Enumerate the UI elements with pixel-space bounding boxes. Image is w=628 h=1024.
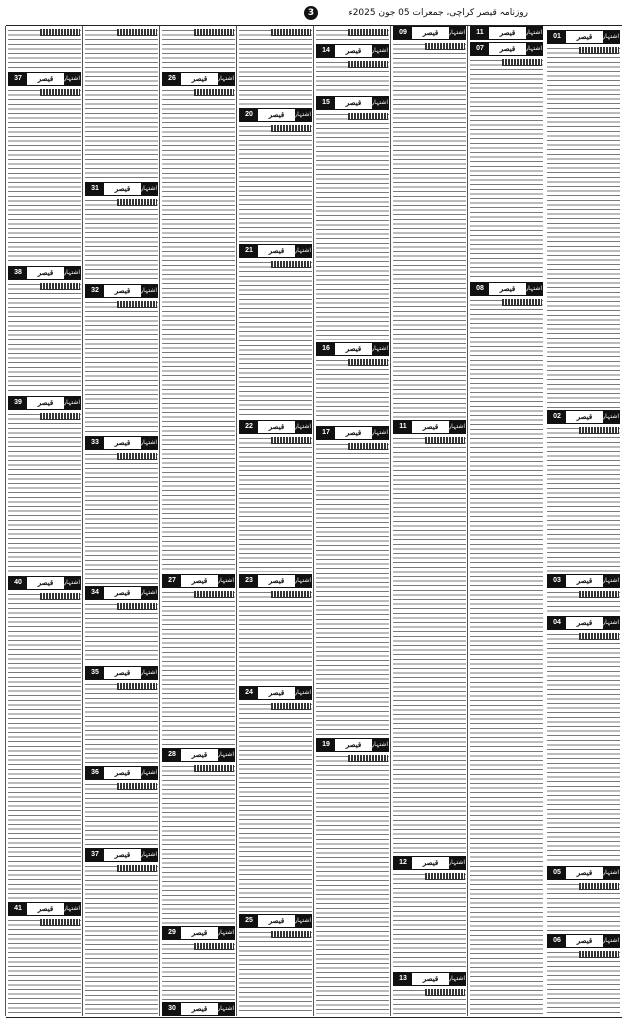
text-block: [316, 112, 389, 340]
notice-logo: اشتہار: [295, 687, 311, 699]
subhead-rule: [579, 427, 619, 434]
notice-number: 09: [394, 27, 412, 39]
notice-title: قیصر: [191, 750, 208, 759]
notice-logo: اشتہار: [449, 27, 465, 39]
notice-header: [470, 42, 543, 56]
page-number-badge: 3: [304, 6, 318, 20]
notice-header: [85, 182, 158, 196]
dateline: روزنامہ قیصر کراچی، جمعرات 05 جون 2025ء: [348, 8, 528, 18]
notice-header: [470, 26, 543, 40]
subhead-rule: [40, 283, 80, 290]
subhead-rule: [425, 873, 465, 880]
subhead-rule: [579, 591, 619, 598]
subhead-rule: [579, 883, 619, 890]
notice-logo: اشتہار: [603, 31, 619, 43]
notice-logo: اشتہار: [141, 849, 157, 861]
notice-number: 22: [240, 421, 258, 433]
notice-title: قیصر: [422, 858, 439, 867]
text-block: [547, 426, 620, 572]
column-4: [313, 26, 391, 1016]
text-block: [85, 198, 158, 282]
notice-header: [547, 866, 620, 880]
notice-logo: اشتہار: [141, 183, 157, 195]
notice-number: 32: [86, 285, 104, 297]
notice-number: 05: [548, 867, 566, 879]
column-1: [545, 26, 622, 1016]
notice-header: [162, 926, 235, 940]
subhead-rule: [40, 29, 80, 36]
notice-logo: اشتہار: [141, 285, 157, 297]
notice-title: قیصر: [499, 44, 516, 53]
notice-number: 37: [9, 73, 27, 85]
text-block: [239, 930, 312, 1014]
notice-number: 37: [86, 849, 104, 861]
notice-number: 39: [9, 397, 27, 409]
notice-logo: اشتہار: [295, 421, 311, 433]
column-7: [82, 26, 160, 1016]
notice-title: قیصر: [37, 904, 54, 913]
notice-logo: اشتہار: [64, 903, 80, 915]
notice-logo: اشتہار: [449, 421, 465, 433]
notice-title: قیصر: [499, 284, 516, 293]
notice-logo: اشتہار: [64, 577, 80, 589]
notice-title: قیصر: [345, 46, 362, 55]
column-3: [390, 26, 468, 1016]
text-block: [8, 592, 81, 900]
notice-number: 06: [548, 935, 566, 947]
notice-header: [8, 266, 81, 280]
notice-title: قیصر: [191, 74, 208, 83]
notice-header: [239, 108, 312, 122]
notice-header: [547, 616, 620, 630]
notice-header: [316, 426, 389, 440]
notice-logo: اشتہار: [141, 587, 157, 599]
notice-header: [162, 748, 235, 762]
newspaper-columns: [6, 26, 622, 1016]
notice-header: [85, 766, 158, 780]
notice-header: [393, 420, 466, 434]
subhead-rule: [348, 29, 388, 36]
notice-number: 28: [163, 749, 181, 761]
notice-header: [316, 342, 389, 356]
subhead-rule: [579, 951, 619, 958]
notice-header: [85, 284, 158, 298]
subhead-rule: [117, 603, 157, 610]
notice-logo: اشتہار: [218, 1003, 234, 1015]
notice-header: [316, 738, 389, 752]
column-6: [159, 26, 237, 1016]
notice-header: [239, 244, 312, 258]
notice-number: 38: [9, 267, 27, 279]
subhead-rule: [40, 593, 80, 600]
notice-number: 13: [394, 973, 412, 985]
notice-title: قیصر: [499, 28, 516, 37]
subhead-rule: [348, 113, 388, 120]
notice-title: قیصر: [576, 868, 593, 877]
notice-number: 41: [9, 903, 27, 915]
subhead-rule: [117, 783, 157, 790]
notice-title: قیصر: [576, 576, 593, 585]
notice-number: 25: [240, 915, 258, 927]
notice-title: قیصر: [114, 850, 131, 859]
notice-header: [8, 902, 81, 916]
notice-number: 27: [163, 575, 181, 587]
notice-title: قیصر: [268, 916, 285, 925]
subhead-rule: [579, 47, 619, 54]
notice-header: [393, 972, 466, 986]
page-header: [0, 0, 628, 26]
subhead-rule: [348, 61, 388, 68]
text-block: [470, 298, 543, 1014]
notice-title: قیصر: [422, 422, 439, 431]
notice-number: 20: [240, 109, 258, 121]
notice-number: 02: [548, 411, 566, 423]
notice-number: 03: [548, 575, 566, 587]
notice-title: قیصر: [268, 422, 285, 431]
notice-title: قیصر: [576, 32, 593, 41]
notice-number: 30: [163, 1003, 181, 1015]
text-block: [85, 452, 158, 584]
notice-number: 11: [471, 27, 489, 39]
text-block: [162, 88, 235, 572]
subhead-rule: [40, 919, 80, 926]
notice-header: [239, 686, 312, 700]
notice-logo: اشتہار: [64, 267, 80, 279]
subhead-rule: [425, 989, 465, 996]
notice-title: قیصر: [422, 974, 439, 983]
text-block: [316, 358, 389, 424]
notice-title: قیصر: [345, 428, 362, 437]
text-block: [85, 864, 158, 1014]
notice-logo: اشتہار: [526, 27, 542, 39]
subhead-rule: [40, 413, 80, 420]
notice-header: [239, 914, 312, 928]
notice-header: [8, 576, 81, 590]
notice-number: 34: [86, 587, 104, 599]
subhead-rule: [194, 29, 234, 36]
notice-logo: اشتہار: [295, 245, 311, 257]
subhead-rule: [348, 359, 388, 366]
text-block: [239, 260, 312, 418]
text-block: [393, 436, 466, 854]
notice-number: 07: [471, 43, 489, 55]
text-block: [162, 764, 235, 924]
text-block: [85, 28, 158, 180]
text-block: [162, 942, 235, 1000]
subhead-rule: [271, 125, 311, 132]
subhead-rule: [348, 443, 388, 450]
notice-title: قیصر: [114, 588, 131, 597]
text-block: [85, 682, 158, 764]
notice-header: [316, 96, 389, 110]
notice-logo: اشتہار: [526, 43, 542, 55]
notice-header: [162, 574, 235, 588]
subhead-rule: [271, 29, 311, 36]
text-block: [547, 632, 620, 864]
notice-title: قیصر: [345, 344, 362, 353]
subhead-rule: [502, 59, 542, 66]
notice-logo: اشتہار: [372, 427, 388, 439]
text-block: [239, 124, 312, 242]
subhead-rule: [502, 299, 542, 306]
notice-header: [85, 586, 158, 600]
notice-number: 01: [548, 31, 566, 43]
subhead-rule: [117, 301, 157, 308]
notice-logo: اشتہار: [218, 575, 234, 587]
notice-logo: اشتہار: [295, 915, 311, 927]
notice-logo: اشتہار: [295, 575, 311, 587]
notice-header: [547, 30, 620, 44]
notice-number: 26: [163, 73, 181, 85]
notice-number: 24: [240, 687, 258, 699]
notice-header: [547, 574, 620, 588]
notice-title: قیصر: [37, 578, 54, 587]
text-block: [547, 950, 620, 1014]
notice-title: قیصر: [191, 1004, 208, 1013]
subhead-rule: [271, 703, 311, 710]
notice-number: 11: [394, 421, 412, 433]
notice-logo: اشتہار: [449, 973, 465, 985]
notice-number: 29: [163, 927, 181, 939]
notice-header: [393, 26, 466, 40]
notice-logo: اشتہار: [603, 575, 619, 587]
text-block: [239, 28, 312, 106]
text-block: [162, 590, 235, 746]
notice-title: قیصر: [576, 936, 593, 945]
notice-title: قیصر: [37, 74, 54, 83]
notice-number: 16: [317, 343, 335, 355]
notice-title: قیصر: [576, 412, 593, 421]
notice-header: [547, 410, 620, 424]
notice-title: قیصر: [37, 398, 54, 407]
notice-logo: اشتہار: [372, 45, 388, 57]
notice-logo: اشتہار: [141, 437, 157, 449]
notice-logo: اشتہار: [526, 283, 542, 295]
notice-logo: اشتہار: [603, 935, 619, 947]
bottom-rule: [6, 1017, 622, 1018]
notice-header: [547, 934, 620, 948]
subhead-rule: [117, 453, 157, 460]
text-block: [316, 442, 389, 736]
notice-logo: اشتہار: [64, 397, 80, 409]
notice-logo: اشتہار: [603, 867, 619, 879]
subhead-rule: [117, 29, 157, 36]
notice-number: 15: [317, 97, 335, 109]
notice-logo: اشتہار: [372, 739, 388, 751]
notice-title: قیصر: [345, 98, 362, 107]
notice-title: قیصر: [422, 28, 439, 37]
notice-header: [85, 848, 158, 862]
notice-header: [470, 282, 543, 296]
notice-logo: اشتہار: [449, 857, 465, 869]
notice-title: قیصر: [114, 184, 131, 193]
notice-logo: اشتہار: [603, 617, 619, 629]
notice-number: 36: [86, 767, 104, 779]
notice-number: 31: [86, 183, 104, 195]
notice-logo: اشتہار: [295, 109, 311, 121]
notice-logo: اشتہار: [603, 411, 619, 423]
text-block: [316, 754, 389, 1014]
notice-title: قیصر: [345, 740, 362, 749]
subhead-rule: [425, 437, 465, 444]
text-block: [547, 46, 620, 408]
text-block: [239, 436, 312, 572]
notice-title: قیصر: [191, 928, 208, 937]
notice-number: 19: [317, 739, 335, 751]
notice-header: [239, 574, 312, 588]
notice-logo: اشتہار: [218, 927, 234, 939]
notice-number: 33: [86, 437, 104, 449]
notice-logo: اشتہار: [64, 73, 80, 85]
subhead-rule: [271, 931, 311, 938]
notice-logo: اشتہار: [218, 73, 234, 85]
notice-logo: اشتہار: [372, 343, 388, 355]
notice-number: 08: [471, 283, 489, 295]
subhead-rule: [348, 755, 388, 762]
subhead-rule: [271, 437, 311, 444]
subhead-rule: [117, 199, 157, 206]
column-5: [236, 26, 314, 1016]
notice-header: [316, 44, 389, 58]
notice-title: قیصر: [114, 286, 131, 295]
subhead-rule: [117, 865, 157, 872]
text-block: [470, 58, 543, 280]
notice-logo: اشتہار: [141, 767, 157, 779]
notice-header: [239, 420, 312, 434]
notice-title: قیصر: [114, 668, 131, 677]
notice-number: 40: [9, 577, 27, 589]
notice-number: 21: [240, 245, 258, 257]
notice-number: 04: [548, 617, 566, 629]
notice-logo: اشتہار: [218, 749, 234, 761]
subhead-rule: [579, 633, 619, 640]
column-2: [467, 26, 545, 1016]
subhead-rule: [194, 591, 234, 598]
text-block: [8, 282, 81, 394]
text-block: [85, 300, 158, 434]
notice-title: قیصر: [268, 246, 285, 255]
column-8: [5, 26, 83, 1016]
notice-header: [393, 856, 466, 870]
notice-header: [162, 1002, 235, 1016]
notice-title: قیصر: [37, 268, 54, 277]
subhead-rule: [117, 683, 157, 690]
text-block: [85, 782, 158, 846]
subhead-rule: [271, 591, 311, 598]
notice-title: قیصر: [114, 438, 131, 447]
subhead-rule: [194, 943, 234, 950]
notice-number: 14: [317, 45, 335, 57]
text-block: [8, 88, 81, 264]
text-block: [239, 590, 312, 684]
notice-logo: اشتہار: [372, 97, 388, 109]
subhead-rule: [271, 261, 311, 268]
text-block: [239, 702, 312, 912]
notice-number: 17: [317, 427, 335, 439]
subhead-rule: [425, 43, 465, 50]
notice-number: 35: [86, 667, 104, 679]
notice-title: قیصر: [114, 768, 131, 777]
notice-header: [162, 72, 235, 86]
notice-title: قیصر: [268, 110, 285, 119]
notice-header: [8, 72, 81, 86]
notice-logo: اشتہار: [141, 667, 157, 679]
text-block: [8, 918, 81, 1014]
text-block: [393, 42, 466, 418]
text-block: [85, 602, 158, 664]
subhead-rule: [194, 765, 234, 772]
notice-header: [85, 666, 158, 680]
notice-header: [8, 396, 81, 410]
notice-title: قیصر: [191, 576, 208, 585]
notice-number: 23: [240, 575, 258, 587]
text-block: [393, 872, 466, 970]
notice-title: قیصر: [268, 688, 285, 697]
notice-header: [85, 436, 158, 450]
notice-title: قیصر: [576, 618, 593, 627]
notice-title: قیصر: [268, 576, 285, 585]
text-block: [8, 412, 81, 574]
notice-number: 12: [394, 857, 412, 869]
subhead-rule: [194, 89, 234, 96]
subhead-rule: [40, 89, 80, 96]
